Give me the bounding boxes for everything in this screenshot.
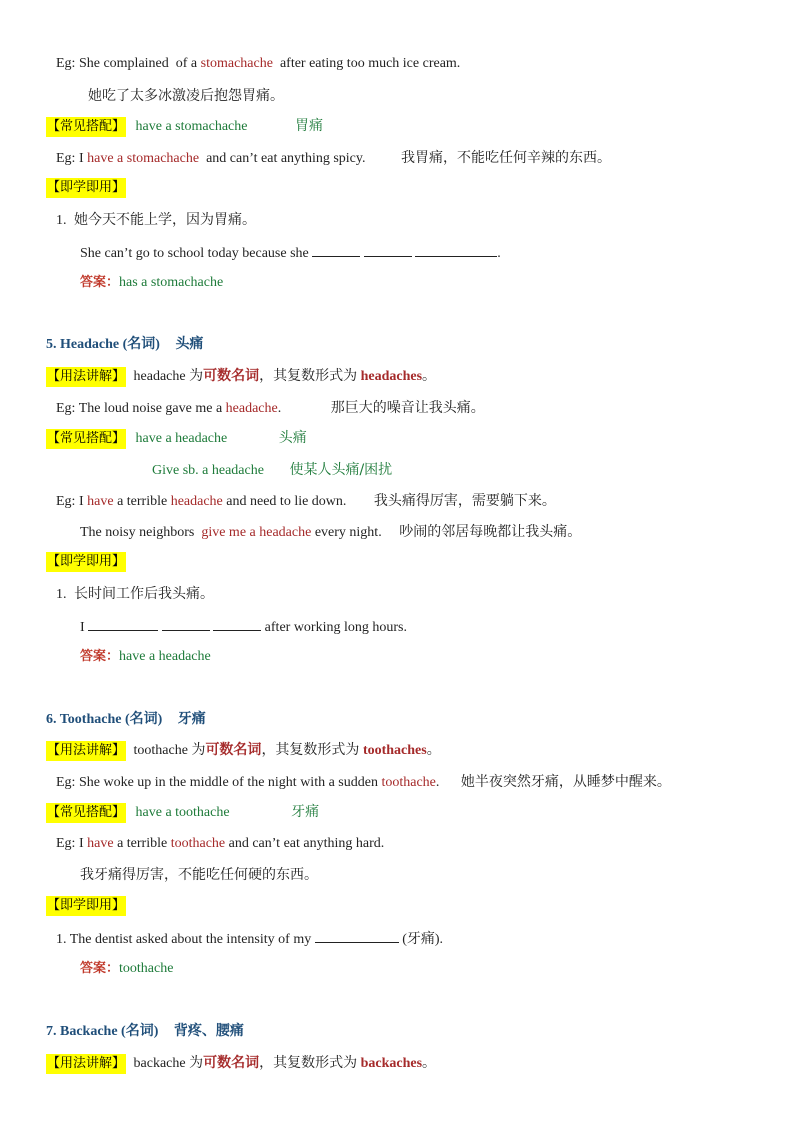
s5-eg3 bbox=[80, 522, 581, 543]
usage-tag: 【用法讲解】 bbox=[46, 741, 126, 761]
answer-blank[interactable] bbox=[88, 616, 158, 631]
eg-cn: 吵闹的邻居每晚都让我头痛。 bbox=[399, 524, 582, 540]
eg-highlight: have a stomachache bbox=[87, 151, 200, 166]
section-title-cn: 牙痛 bbox=[177, 711, 206, 727]
eg-highlight: headache bbox=[225, 401, 278, 416]
answer-label: 答案： bbox=[80, 275, 120, 290]
s6-practice bbox=[46, 896, 126, 916]
answer-blank[interactable] bbox=[162, 616, 210, 631]
question-en: She can’t go to school today because she bbox=[80, 246, 309, 261]
eg-highlight: toothache bbox=[170, 836, 226, 851]
eg-prefix: Eg: bbox=[56, 151, 76, 166]
collocation-tag: 【常见搭配】 bbox=[46, 429, 126, 449]
answer-blank[interactable] bbox=[312, 242, 360, 257]
question-cn: 她今天不能上学，因为胃痛。 bbox=[74, 212, 256, 228]
eg-prefix: Eg: bbox=[56, 401, 76, 416]
eg-highlight: have bbox=[87, 836, 114, 851]
eg-text: and need to lie down. bbox=[226, 494, 347, 509]
s6-usage bbox=[46, 740, 441, 761]
usage-text: ，其复数形式为 bbox=[261, 742, 360, 758]
answer-blank[interactable] bbox=[315, 928, 399, 943]
s5-collocation bbox=[46, 428, 307, 449]
collocation-cn: 使某人头痛/困扰 bbox=[289, 462, 393, 478]
s4-eg2 bbox=[56, 148, 611, 169]
eg-cn: 她半夜突然牙痛，从睡梦中醒来。 bbox=[460, 774, 671, 790]
question-number: 1. bbox=[56, 932, 67, 947]
usage-tag: 【用法讲解】 bbox=[46, 367, 126, 387]
section-title: 6. Toothache (名词) bbox=[46, 712, 163, 727]
collocation-tag: 【常见搭配】 bbox=[46, 117, 126, 137]
s6-collocation bbox=[46, 802, 319, 823]
s4-q1-en bbox=[80, 242, 501, 264]
collocation-en: have a toothache bbox=[135, 805, 230, 820]
usage-text: ，其复数形式为 bbox=[259, 368, 358, 384]
collocation-cn: 牙痛 bbox=[291, 804, 320, 820]
s6-answer bbox=[80, 959, 173, 979]
eg-text: . bbox=[435, 775, 440, 790]
question-number: 1. bbox=[56, 587, 67, 602]
question-en: I bbox=[80, 620, 85, 635]
collocation-en: have a stomachache bbox=[135, 119, 248, 134]
answer-blank[interactable] bbox=[415, 242, 497, 257]
eg-prefix: Eg: bbox=[56, 494, 76, 509]
eg-text: after eating too much ice cream. bbox=[279, 56, 461, 71]
eg-prefix: Eg: bbox=[56, 775, 76, 790]
eg-text: She complained bbox=[78, 56, 169, 71]
eg-text: . bbox=[277, 401, 282, 416]
section-title-cn: 头痛 bbox=[175, 336, 204, 352]
practice-tag: 【即学即用】 bbox=[46, 552, 126, 572]
eg-text: and can’t eat anything spicy. bbox=[206, 151, 366, 166]
s4-answer bbox=[80, 273, 223, 293]
s4-q1 bbox=[56, 210, 256, 231]
usage-word: headache bbox=[133, 369, 186, 384]
section-title: 7. Backache (名词) bbox=[46, 1024, 159, 1039]
question-number: 1. bbox=[56, 213, 67, 228]
usage-tag: 【用法讲解】 bbox=[46, 1054, 126, 1074]
s5-collocation-2 bbox=[152, 460, 392, 481]
practice-tag: 【即学即用】 bbox=[46, 896, 126, 916]
eg-highlight: give me a headache bbox=[201, 525, 312, 540]
s5-q1 bbox=[56, 584, 214, 605]
s6-heading bbox=[46, 709, 206, 730]
eg-highlight: have bbox=[87, 494, 114, 509]
usage-text: 。 bbox=[426, 742, 441, 758]
eg-text: and can’t eat anything hard. bbox=[228, 836, 385, 851]
s5-answer bbox=[80, 647, 211, 667]
question-en: (牙痛). bbox=[402, 932, 444, 947]
eg-cn: 那巨大的噪音让我头痛。 bbox=[330, 400, 485, 416]
answer-blank[interactable] bbox=[213, 616, 261, 631]
collocation-cn: 头痛 bbox=[278, 430, 307, 446]
question-cn: 长时间工作后我头痛。 bbox=[74, 586, 214, 602]
eg-text: I bbox=[78, 836, 84, 851]
s4-collocation bbox=[46, 116, 323, 137]
eg-cn: 我头痛得厉害，需要躺下来。 bbox=[373, 493, 556, 509]
usage-text: 为 bbox=[189, 368, 204, 384]
s7-heading bbox=[46, 1021, 244, 1042]
eg-cn: 我胃痛，不能吃任何辛辣的东西。 bbox=[400, 150, 611, 166]
usage-word: toothache bbox=[133, 743, 188, 758]
usage-plural: toothaches bbox=[362, 743, 427, 758]
s5-eg1 bbox=[56, 398, 485, 419]
usage-plural: backaches bbox=[360, 1056, 423, 1071]
collocation-tag: 【常见搭配】 bbox=[46, 803, 126, 823]
s6-q1 bbox=[56, 928, 443, 950]
answer-text: toothache bbox=[119, 961, 174, 976]
answer-text: has a stomachache bbox=[119, 275, 224, 290]
collocation-en: Give sb. a headache bbox=[152, 463, 264, 478]
usage-kind: 可数名词 bbox=[203, 368, 260, 384]
eg-highlight: toothache bbox=[381, 775, 436, 790]
s6-eg2 bbox=[56, 834, 384, 854]
s6-eg2-cn: 我牙痛得厉害，不能吃任何硬的东西。 bbox=[80, 867, 318, 883]
question-en: after working long hours. bbox=[264, 620, 407, 635]
usage-kind: 可数名词 bbox=[205, 742, 262, 758]
answer-label: 答案： bbox=[80, 649, 120, 664]
usage-text: 为 bbox=[189, 1055, 204, 1071]
eg-text: a terrible bbox=[117, 836, 168, 851]
usage-text: 。 bbox=[422, 368, 437, 384]
eg-text: The noisy neighbors bbox=[80, 525, 195, 540]
eg-text: She woke up in the middle of the night with a sudden bbox=[78, 775, 378, 790]
usage-text: ，其复数形式为 bbox=[259, 1055, 358, 1071]
answer-blank[interactable] bbox=[364, 242, 412, 257]
usage-text: 。 bbox=[422, 1055, 437, 1071]
s5-eg2 bbox=[56, 491, 556, 512]
s5-heading bbox=[46, 334, 203, 355]
collocation-cn: 胃痛 bbox=[294, 118, 323, 134]
eg-text: I bbox=[78, 494, 84, 509]
s7-usage bbox=[46, 1053, 436, 1074]
usage-kind: 可数名词 bbox=[203, 1055, 260, 1071]
question-end: . bbox=[497, 246, 501, 261]
answer-label: 答案： bbox=[80, 961, 120, 976]
usage-text: 为 bbox=[191, 742, 206, 758]
s4-practice bbox=[46, 178, 126, 198]
usage-plural: headaches bbox=[360, 369, 423, 384]
practice-tag: 【即学即用】 bbox=[46, 178, 126, 198]
s5-q1-en bbox=[80, 616, 407, 638]
eg-prefix: Eg: bbox=[56, 836, 76, 851]
eg-highlight: stomachache bbox=[200, 56, 273, 71]
eg-text: The loud noise gave me a bbox=[78, 401, 223, 416]
s6-eg1 bbox=[56, 772, 671, 793]
eg-text: a terrible bbox=[117, 494, 168, 509]
collocation-en: have a headache bbox=[135, 431, 228, 446]
s5-usage bbox=[46, 366, 436, 387]
usage-word: backache bbox=[133, 1056, 186, 1071]
s5-practice bbox=[46, 552, 126, 572]
eg-text: every night. bbox=[314, 525, 382, 540]
eg-highlight: headache bbox=[170, 494, 223, 509]
answer-text: have a headache bbox=[119, 649, 211, 664]
section-title-cn: 背疼、腰痛 bbox=[173, 1023, 244, 1039]
eg-text: I bbox=[78, 151, 84, 166]
section-title: 5. Headache (名词) bbox=[46, 337, 160, 352]
s4-eg1-cn: 她吃了太多冰激凌后抱怨胃痛。 bbox=[88, 88, 284, 104]
eg-prefix: Eg: bbox=[56, 56, 76, 71]
eg-text: of a bbox=[175, 56, 198, 71]
question-en: The dentist asked about the intensity of my bbox=[69, 932, 312, 947]
s4-eg1 bbox=[56, 54, 460, 74]
